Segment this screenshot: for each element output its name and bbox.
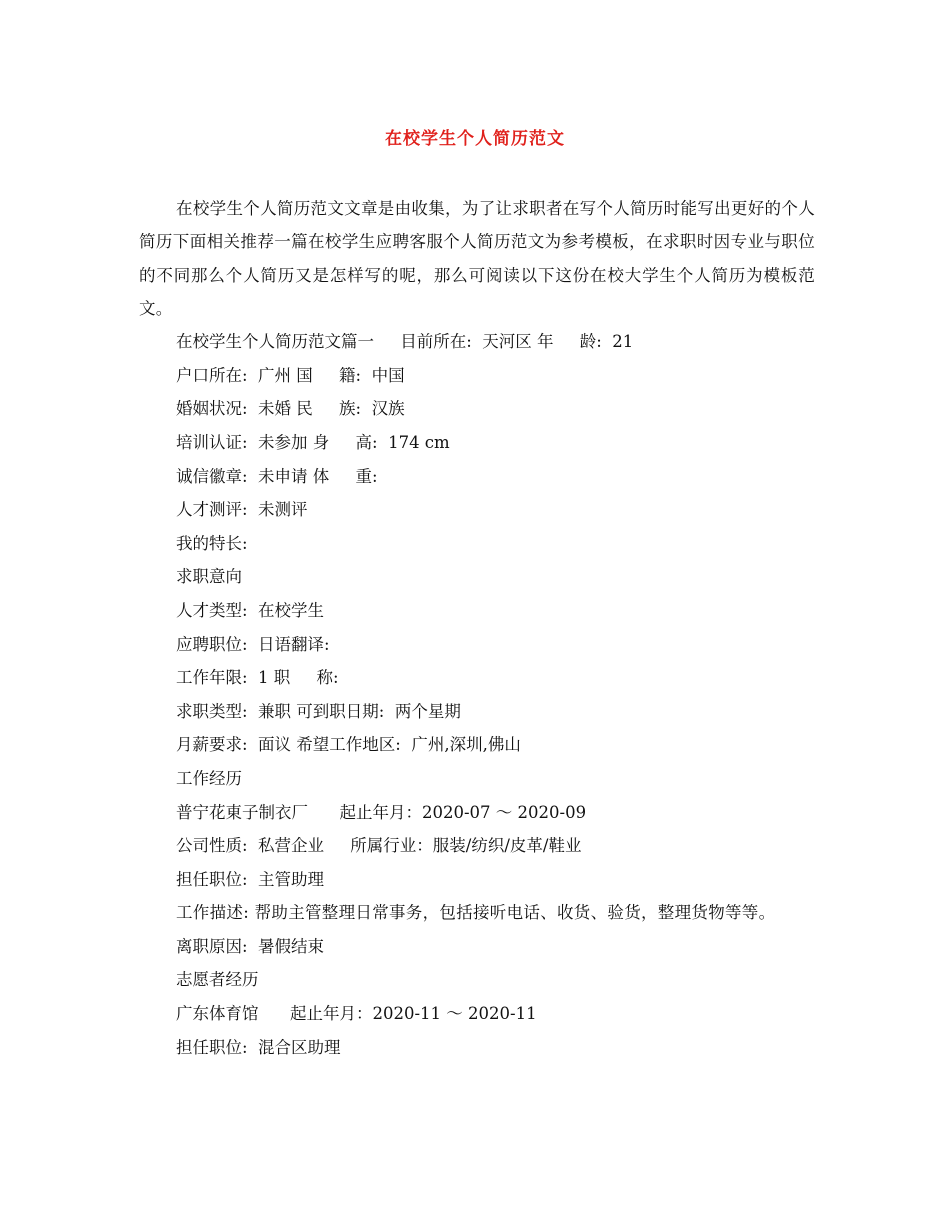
resume-line-position: 应聘职位: 日语翻译: [176,634,330,654]
resume-line-credit: 诚信徽章: 未申请 体 重: [176,466,378,486]
resume-line-company: 普宁花東子制衣厂 起止年月：2020-07 ～ 2020-09 [176,802,587,822]
resume-line-hukou: 户口所在: 广州 国 籍: 中国 [176,365,405,385]
resume-line-basic-1: 在校学生个人简历范文篇一 目前所在: 天河区 年 龄: 21 [176,332,634,352]
resume-line-work-description: 工作描述: 帮助主管整理日常事务，包括接听电话、收货、验货，整理货物等等。 [176,903,776,923]
intro-paragraph: 在校学生个人简历范文文章是由收集，为了让求职者在写个人简历时能写出更好的个人简历下面相关推荐一篇在校学生应聘客服个人简历范文为参考模板，在求职时因专业与职位的不同那么个人简历又是怎样写的呢，那么可阅读以下这份在校大学生个人简历为模板范文。 [139,199,815,318]
resume-line-volunteer-role: 担任职位: 混合区助理 [176,1037,341,1057]
resume-line-years: 工作年限: 1 职 称: [176,668,339,688]
resume-line-training: 培训认证: 未参加 身 高: 174 cm [176,432,450,452]
section-heading-work-experience: 工作经历 [176,768,242,788]
resume-line-marital: 婚姻状况: 未婚 民 族: 汉族 [176,399,405,419]
resume-line-assessment: 人才测评: 未测评 [176,500,308,520]
resume-line-job-type: 求职类型: 兼职 可到职日期: 两个星期 [176,701,461,721]
resume-line-salary: 月薪要求: 面议 希望工作地区: 广州,深圳,佛山 [176,735,521,755]
document-body [139,192,815,1064]
resume-line-leave-reason: 离职原因: 暑假结束 [176,936,325,956]
resume-line-company-type: 公司性质: 私营企业 所属行业：服装/纺织/皮革/鞋业 [176,836,582,856]
section-heading-job-intention: 求职意向 [176,567,242,587]
resume-line-specialty: 我的特长: [176,533,248,553]
section-heading-volunteer: 志愿者经历 [176,970,259,990]
resume-line-volunteer-org: 广东体育馆 起止年月：2020-11 ～ 2020-11 [176,1004,537,1024]
resume-line-role: 担任职位: 主管助理 [176,869,325,889]
document-title: 在校学生个人简历范文 [385,129,565,149]
resume-line-talent-type: 人才类型: 在校学生 [176,600,325,620]
